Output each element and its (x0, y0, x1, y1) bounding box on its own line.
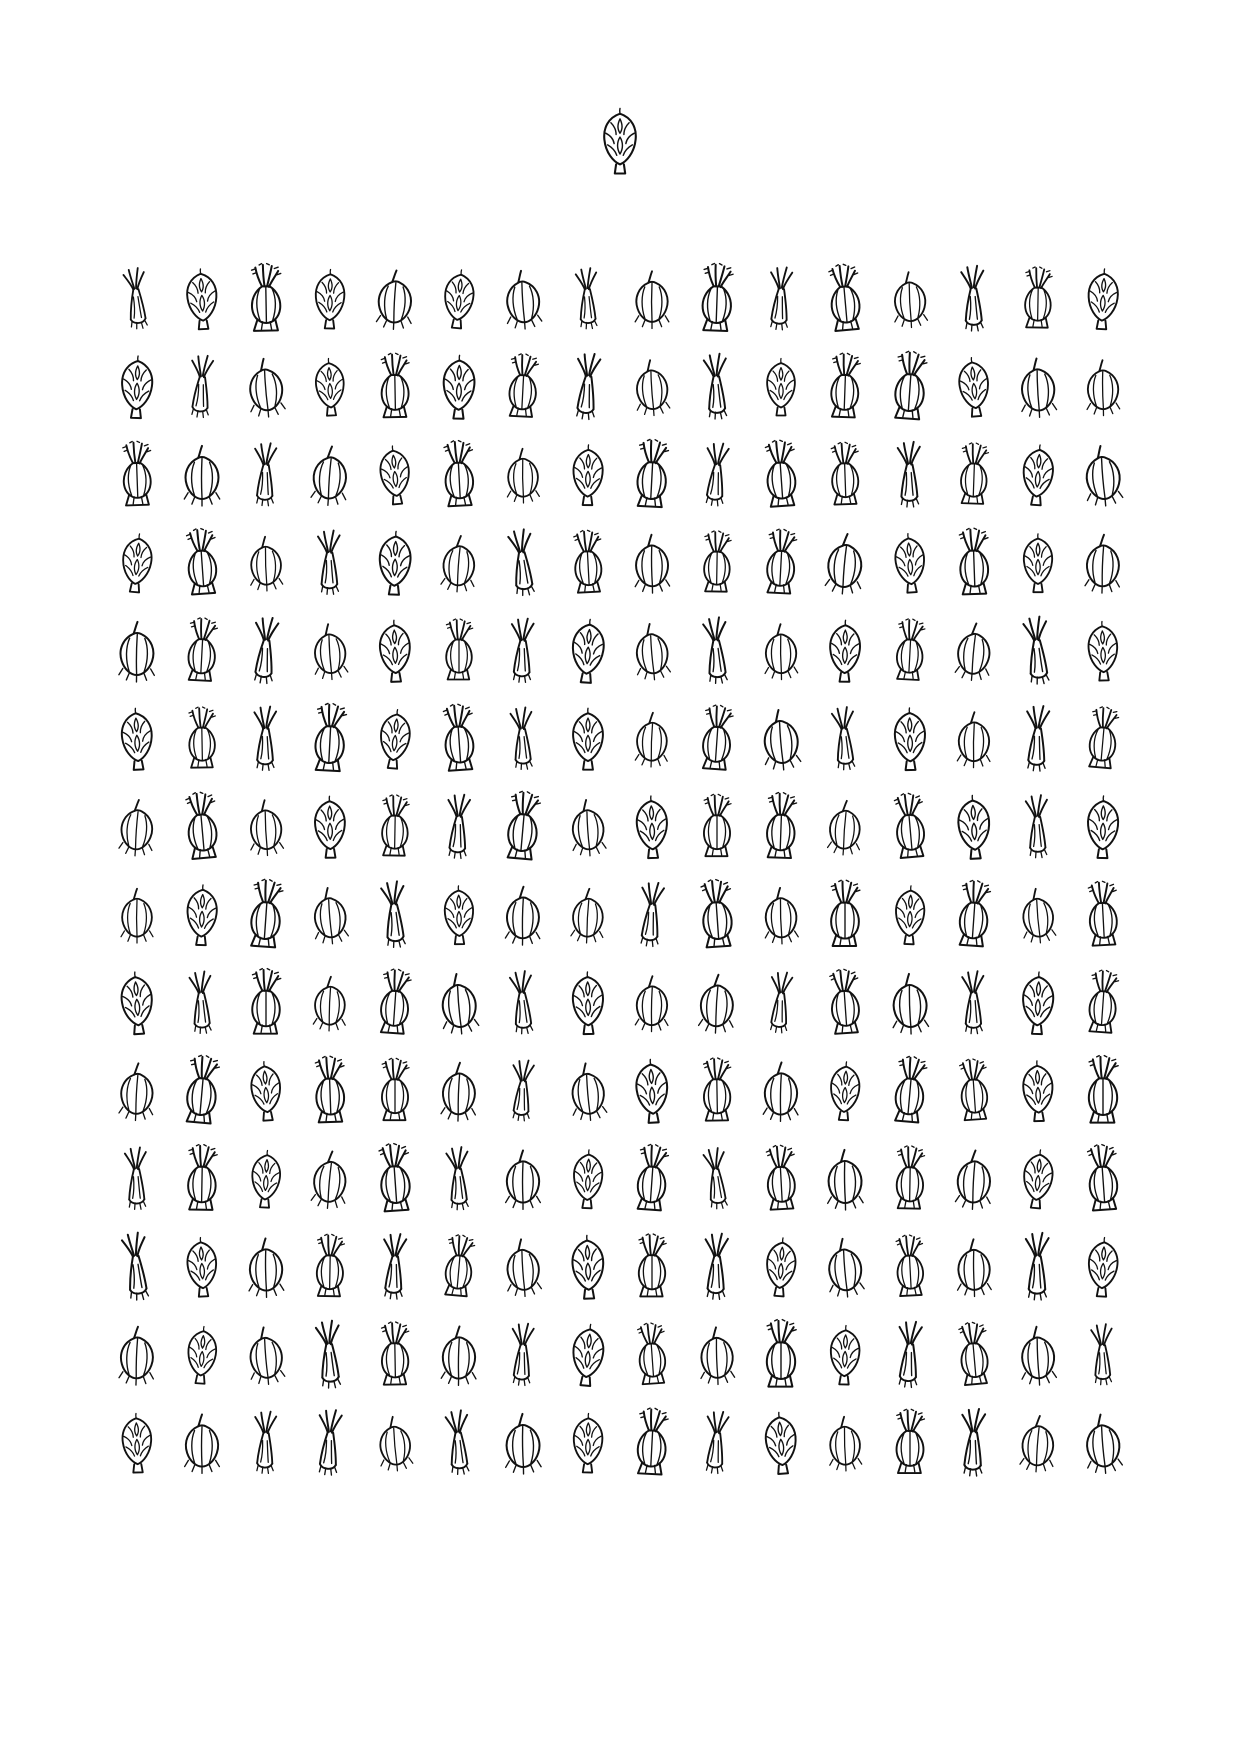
artichoke-icon[interactable] (878, 523, 942, 603)
garlic-icon[interactable] (877, 961, 943, 1045)
icon-grid (105, 255, 1135, 1487)
fennel-icon[interactable] (106, 435, 169, 515)
leek-icon[interactable] (1074, 1318, 1132, 1393)
fennel-icon[interactable] (942, 1315, 1007, 1395)
artichoke-icon[interactable] (105, 346, 170, 428)
artichoke-icon[interactable] (618, 1049, 685, 1134)
leek-icon[interactable] (235, 436, 297, 514)
leek-icon[interactable] (300, 524, 360, 602)
fennel-icon[interactable] (366, 1053, 424, 1128)
fennel-icon[interactable] (880, 1140, 940, 1217)
artichoke-icon[interactable] (558, 1404, 618, 1481)
artichoke-icon[interactable] (749, 1227, 812, 1306)
artichoke-icon[interactable] (299, 787, 362, 867)
fennel-icon[interactable] (880, 1404, 940, 1482)
artichoke-icon[interactable] (300, 260, 360, 337)
garlic-icon[interactable] (427, 1314, 490, 1395)
garlic-icon[interactable] (301, 965, 361, 1041)
garlic-icon[interactable] (941, 610, 1008, 693)
garlic-icon[interactable] (1007, 876, 1070, 954)
garlic-icon[interactable] (879, 260, 941, 338)
fennel-icon[interactable] (944, 437, 1004, 513)
leek-icon[interactable] (943, 259, 1006, 339)
garlic-icon[interactable] (941, 1137, 1007, 1220)
fennel-icon[interactable] (298, 1050, 363, 1132)
leek-icon[interactable] (1006, 698, 1071, 780)
leek-icon[interactable] (489, 520, 558, 605)
fennel-icon[interactable] (682, 872, 751, 958)
fennel-icon[interactable] (235, 963, 296, 1042)
garlic-icon[interactable] (105, 1314, 169, 1395)
artichoke-icon[interactable] (1006, 1139, 1071, 1219)
garlic-icon[interactable] (1005, 345, 1071, 428)
leek-icon[interactable] (684, 435, 749, 516)
target-icon-area (0, 96, 1240, 186)
garlic-icon[interactable] (554, 1050, 621, 1133)
artichoke-icon[interactable] (940, 785, 1007, 870)
artichoke-icon[interactable] (815, 1316, 877, 1394)
artichoke-icon[interactable] (362, 435, 427, 515)
garlic-icon[interactable] (492, 1139, 554, 1219)
artichoke-icon[interactable] (814, 611, 877, 691)
fennel-icon[interactable] (557, 524, 619, 602)
garlic-icon[interactable] (297, 1138, 364, 1221)
artichoke-icon[interactable] (1072, 612, 1134, 690)
leek-icon[interactable] (362, 1226, 427, 1308)
garlic-icon[interactable] (622, 965, 682, 1041)
fennel-icon[interactable] (941, 873, 1008, 956)
artichoke-icon[interactable] (557, 436, 618, 515)
artichoke-icon[interactable] (427, 346, 492, 429)
garlic-icon[interactable] (814, 788, 876, 865)
fennel-icon[interactable] (297, 697, 364, 782)
fennel-icon[interactable] (426, 434, 491, 516)
artichoke-icon[interactable] (1071, 1228, 1134, 1307)
fennel-icon[interactable] (749, 786, 813, 867)
garlic-icon[interactable] (491, 1402, 556, 1485)
artichoke-icon[interactable] (1006, 434, 1071, 516)
fennel-icon[interactable] (168, 521, 235, 604)
fennel-icon[interactable] (813, 962, 878, 1044)
fennel-icon[interactable] (167, 1048, 237, 1135)
fennel-icon[interactable] (619, 1137, 686, 1220)
garlic-icon[interactable] (1006, 1314, 1071, 1396)
leek-icon[interactable] (879, 435, 940, 514)
fennel-icon[interactable] (749, 1139, 813, 1220)
fennel-icon[interactable] (684, 698, 749, 780)
garlic-icon[interactable] (810, 520, 880, 607)
fennel-icon[interactable] (1069, 1137, 1136, 1220)
leek-icon[interactable] (945, 965, 1004, 1041)
leek-icon[interactable] (749, 964, 812, 1042)
artichoke-icon[interactable] (105, 523, 170, 603)
fennel-icon[interactable] (365, 1316, 425, 1393)
fennel-icon[interactable] (618, 433, 685, 518)
target-artichoke-icon[interactable] (586, 102, 654, 180)
artichoke-icon[interactable] (362, 521, 428, 605)
artichoke-icon[interactable] (748, 1401, 815, 1484)
artichoke-icon[interactable] (1071, 259, 1135, 340)
garlic-icon[interactable] (556, 787, 620, 867)
fennel-icon[interactable] (1009, 262, 1067, 337)
garlic-icon[interactable] (1071, 522, 1135, 603)
leek-icon[interactable] (171, 964, 232, 1041)
artichoke-icon[interactable] (557, 1140, 618, 1217)
fennel-icon[interactable] (875, 344, 944, 430)
garlic-icon[interactable] (746, 696, 816, 783)
garlic-icon[interactable] (811, 1225, 879, 1309)
garlic-icon[interactable] (105, 787, 169, 867)
fennel-icon[interactable] (879, 1229, 940, 1305)
leek-icon[interactable] (297, 1401, 364, 1484)
leek-icon[interactable] (684, 1226, 749, 1308)
fennel-icon[interactable] (619, 1401, 685, 1484)
fennel-icon[interactable] (687, 789, 745, 864)
leek-icon[interactable] (749, 259, 813, 339)
leek-icon[interactable] (428, 1140, 490, 1218)
garlic-icon[interactable] (297, 433, 364, 517)
garlic-icon[interactable] (363, 1404, 426, 1482)
leek-icon[interactable] (492, 964, 555, 1043)
fennel-icon[interactable] (172, 702, 230, 777)
leek-icon[interactable] (493, 700, 554, 777)
leek-icon[interactable] (684, 609, 750, 692)
leek-icon[interactable] (427, 1403, 491, 1484)
artichoke-icon[interactable] (1071, 786, 1134, 867)
garlic-icon[interactable] (236, 525, 296, 601)
artichoke-icon[interactable] (553, 608, 622, 694)
leek-icon[interactable] (427, 787, 491, 868)
garlic-icon[interactable] (234, 1226, 297, 1307)
fennel-icon[interactable] (488, 784, 558, 871)
fennel-icon[interactable] (170, 1139, 233, 1219)
garlic-icon[interactable] (750, 876, 812, 954)
fennel-icon[interactable] (167, 784, 236, 869)
artichoke-icon[interactable] (814, 1052, 876, 1130)
artichoke-icon[interactable] (557, 699, 618, 778)
fennel-icon[interactable] (749, 1314, 812, 1396)
fennel-icon[interactable] (879, 613, 940, 689)
artichoke-icon[interactable] (170, 875, 233, 955)
artichoke-icon[interactable] (106, 1404, 168, 1482)
fennel-icon[interactable] (431, 614, 488, 688)
garlic-icon[interactable] (105, 610, 170, 693)
leek-icon[interactable] (362, 873, 428, 956)
fennel-icon[interactable] (876, 786, 943, 869)
artichoke-icon[interactable] (878, 698, 941, 779)
artichoke-icon[interactable] (362, 699, 427, 780)
fennel-icon[interactable] (1071, 700, 1134, 778)
leek-icon[interactable] (1004, 608, 1073, 694)
leek-icon[interactable] (1006, 1226, 1071, 1309)
artichoke-icon[interactable] (941, 347, 1006, 428)
leek-icon[interactable] (1008, 788, 1068, 865)
artichoke-icon[interactable] (236, 1141, 297, 1217)
garlic-icon[interactable] (749, 1050, 812, 1131)
leek-icon[interactable] (814, 700, 877, 779)
fennel-icon[interactable] (364, 348, 425, 427)
fennel-icon[interactable] (1071, 1050, 1134, 1132)
garlic-icon[interactable] (944, 701, 1004, 777)
garlic-icon[interactable] (622, 260, 682, 338)
garlic-icon[interactable] (171, 1403, 233, 1483)
garlic-icon[interactable] (622, 701, 682, 777)
leek-icon[interactable] (684, 1403, 749, 1483)
artichoke-icon[interactable] (1006, 962, 1071, 1044)
fennel-icon[interactable] (621, 1316, 683, 1393)
garlic-icon[interactable] (424, 960, 494, 1047)
leek-icon[interactable] (876, 1313, 943, 1397)
garlic-icon[interactable] (557, 877, 618, 953)
fennel-icon[interactable] (623, 1229, 682, 1305)
fennel-icon[interactable] (366, 790, 424, 865)
garlic-icon[interactable] (1073, 349, 1133, 425)
leek-icon[interactable] (685, 346, 749, 427)
garlic-icon[interactable] (492, 875, 555, 955)
fennel-icon[interactable] (427, 1228, 490, 1306)
leek-icon[interactable] (170, 347, 233, 426)
artichoke-icon[interactable] (234, 1051, 298, 1131)
garlic-icon[interactable] (105, 1051, 169, 1132)
garlic-icon[interactable] (299, 611, 362, 690)
fennel-icon[interactable] (232, 872, 301, 958)
leek-icon[interactable] (492, 1052, 554, 1129)
fennel-icon[interactable] (684, 257, 750, 341)
leek-icon[interactable] (553, 344, 622, 429)
fennel-icon[interactable] (170, 612, 233, 691)
fennel-icon[interactable] (686, 1052, 746, 1129)
artichoke-icon[interactable] (620, 786, 685, 868)
artichoke-icon[interactable] (554, 1313, 622, 1397)
leek-icon[interactable] (558, 261, 618, 337)
artichoke-icon[interactable] (1009, 525, 1067, 600)
artichoke-icon[interactable] (1007, 1051, 1070, 1131)
garlic-icon[interactable] (362, 257, 428, 340)
garlic-icon[interactable] (943, 1228, 1004, 1307)
garlic-icon[interactable] (170, 434, 233, 516)
artichoke-icon[interactable] (427, 259, 492, 339)
fennel-icon[interactable] (943, 1052, 1005, 1129)
artichoke-icon[interactable] (104, 698, 169, 780)
garlic-icon[interactable] (109, 878, 166, 952)
leek-icon[interactable] (685, 1140, 748, 1218)
fennel-icon[interactable] (811, 256, 880, 341)
garlic-icon[interactable] (1006, 1403, 1070, 1483)
garlic-icon[interactable] (427, 1050, 491, 1131)
garlic-icon[interactable] (685, 1315, 748, 1395)
artichoke-icon[interactable] (170, 259, 234, 340)
leek-icon[interactable] (492, 611, 555, 691)
garlic-icon[interactable] (1068, 432, 1138, 519)
garlic-icon[interactable] (235, 788, 297, 866)
garlic-icon[interactable] (813, 1138, 878, 1221)
leek-icon[interactable] (107, 1141, 167, 1217)
fennel-icon[interactable] (1071, 875, 1135, 956)
artichoke-icon[interactable] (300, 349, 361, 425)
fennel-icon[interactable] (492, 348, 555, 427)
garlic-icon[interactable] (298, 875, 363, 956)
fennel-icon[interactable] (747, 433, 814, 517)
fennel-icon[interactable] (814, 875, 876, 955)
garlic-icon[interactable] (232, 345, 300, 429)
artichoke-icon[interactable] (103, 961, 170, 1045)
fennel-icon[interactable] (362, 962, 427, 1044)
leek-icon[interactable] (941, 1401, 1007, 1485)
artichoke-icon[interactable] (429, 877, 489, 953)
garlic-icon[interactable] (620, 347, 683, 426)
garlic-icon[interactable] (490, 257, 557, 340)
fennel-icon[interactable] (749, 523, 813, 604)
fennel-icon[interactable] (942, 522, 1007, 604)
garlic-icon[interactable] (233, 1314, 300, 1397)
fennel-icon[interactable] (814, 347, 877, 427)
garlic-icon[interactable] (1068, 1400, 1137, 1485)
leek-icon[interactable] (235, 700, 296, 779)
leek-icon[interactable] (619, 874, 686, 957)
fennel-icon[interactable] (1071, 963, 1134, 1042)
garlic-icon[interactable] (494, 438, 552, 513)
artichoke-icon[interactable] (879, 876, 940, 953)
leek-icon[interactable] (492, 1316, 554, 1394)
artichoke-icon[interactable] (555, 1225, 621, 1309)
fennel-icon[interactable] (876, 1049, 944, 1133)
garlic-icon[interactable] (620, 611, 685, 692)
fennel-icon[interactable] (301, 1229, 361, 1305)
garlic-icon[interactable] (621, 523, 684, 603)
fennel-icon[interactable] (234, 258, 299, 341)
garlic-icon[interactable] (684, 962, 749, 1044)
leek-icon[interactable] (106, 260, 169, 338)
leek-icon[interactable] (232, 608, 301, 693)
fennel-icon[interactable] (687, 526, 745, 601)
garlic-icon[interactable] (751, 613, 811, 689)
artichoke-icon[interactable] (752, 350, 809, 424)
leek-icon[interactable] (102, 1224, 172, 1311)
artichoke-icon[interactable] (363, 610, 427, 691)
artichoke-icon[interactable] (170, 1228, 233, 1307)
fennel-icon[interactable] (815, 436, 876, 513)
artichoke-icon[interactable] (171, 1316, 233, 1393)
fennel-icon[interactable] (360, 1136, 429, 1222)
garlic-icon[interactable] (816, 1405, 876, 1481)
leek-icon[interactable] (297, 1313, 364, 1398)
garlic-icon[interactable] (491, 1226, 556, 1308)
fennel-icon[interactable] (425, 697, 492, 781)
leek-icon[interactable] (236, 1404, 297, 1481)
garlic-icon[interactable] (427, 523, 491, 603)
artichoke-icon[interactable] (556, 962, 619, 1043)
